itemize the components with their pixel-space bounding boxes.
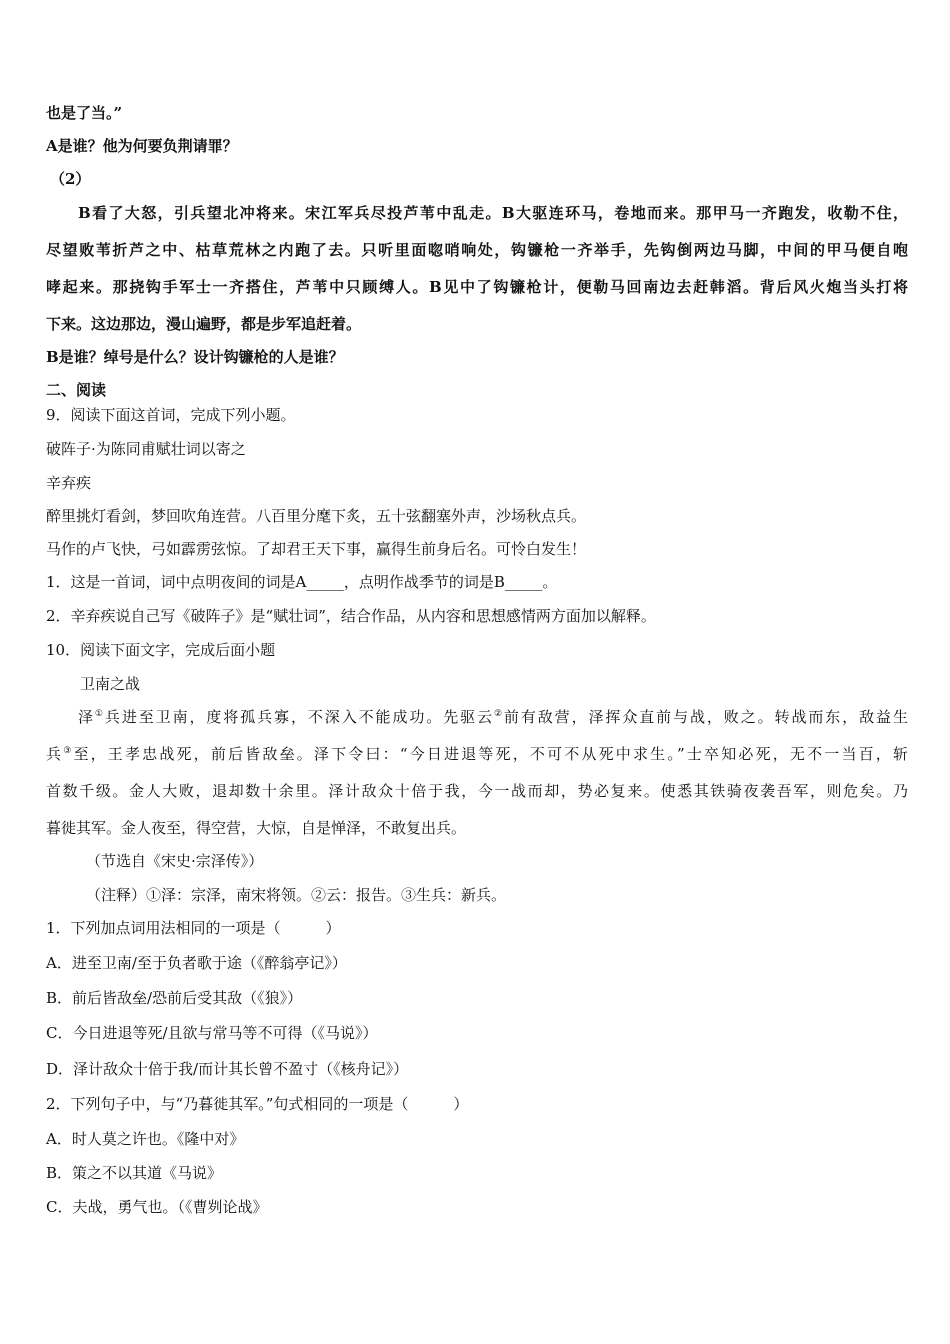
passage-title: 卫南之战 [80, 675, 141, 693]
q8-part2-label: （2） [50, 170, 91, 188]
q9-sub2: 2．辛弃疾说自己写《破阵子》是“赋壮词”，结合作品，从内容和思想感情两方面加以解释。 [46, 607, 656, 625]
q10-sub2-option: A．时人莫之许也。《隆中对》 [46, 1130, 245, 1148]
poem-line: 醉里挑灯看剑，梦回吹角连营。八百里分麾下炙，五十弦翻塞外声，沙场秋点兵。 [46, 507, 587, 525]
q10-passage-line: 首数千级。金人大败，退却数十余里。泽计敌众十倍于我，今一战而却，势必复来。使悉其铁骑夜袭吾军，则危矣。乃 [46, 782, 908, 800]
q10-sub2: 2．下列句子中，与“乃暮徙其军。”句式相同的一项是（ ） [46, 1095, 469, 1113]
q10-sub1-option: D．泽计敌众十倍于我/而计其长曾不盈寸（《核舟记》） [46, 1060, 409, 1078]
q8-question-b: B是谁？绰号是什么？设计钩镰枪的人是谁？ [46, 348, 344, 366]
q10-sub1-option: A．进至卫南/至于负者歌于途（《醉翁亭记》） [46, 954, 347, 972]
q10-passage-line: 兵③至，王孝忠战死，前后皆敌垒。泽下令曰：“今日进退等死，不可不从死中求生。”士卒知必死，无不一当百，斩 [46, 745, 908, 763]
q10-passage-line: 泽①兵进至卫南，度将孤兵寡，不深入不能成功。先驱云②前有敌营，泽挥众直前与战，败之。转战而东，敌益生 [78, 708, 908, 726]
q9-prompt: 9．阅读下面这首词，完成下列小题。 [46, 406, 296, 424]
q10-sub1: 1．下列加点词用法相同的一项是（ ） [46, 919, 341, 937]
q8-continuation: 也是了当。” [46, 104, 123, 122]
q10-prompt: 10．阅读下面文字，完成后面小题 [46, 641, 276, 659]
poem-line: 马作的卢飞快，弓如霹雳弦惊。了却君王天下事，赢得生前身后名。可怜白发生！ [46, 540, 587, 558]
poem-author: 辛弃疾 [46, 474, 92, 492]
passage-source: （节选自《宋史·宗泽传》） [86, 852, 264, 870]
q8-passage-line: 哮起来。那挠钩手军士一齐搭住，芦苇中只顾缚人。B见中了钩镰枪计，便勒马回南边去赶韩滔。背后风火炮当头打将 [46, 278, 908, 296]
q10-sub1-option: C．今日进退等死/且欲与常马等不可得（《马说》） [46, 1024, 378, 1042]
q10-sub2-option: B．策之不以其道《马说》 [46, 1164, 223, 1182]
section-heading: 二、阅读 [46, 381, 107, 399]
q10-passage-line: 暮徙其军。金人夜至，得空营，大惊，自是惮泽，不敢复出兵。 [46, 819, 467, 837]
q10-sub2-option: C．夫战，勇气也。（《曹刿论战》 [46, 1198, 268, 1216]
q8-passage-line: 尽望败苇折芦之中、枯草荒林之内跑了去。只听里面唿哨响处，钩镰枪一齐举手，先钩倒两边马脚，中间的甲马便自咆 [46, 241, 908, 259]
q9-sub1: 1．这是一首词，词中点明夜间的词是A_____，点明作战季节的词是B_____。 [46, 573, 558, 591]
passage-notes: （注释）①泽：宗泽，南宋将领。②云：报告。③生兵：新兵。 [86, 886, 507, 904]
q8-question-a: A是谁？他为何要负荆请罪？ [46, 137, 238, 155]
poem-title: 破阵子·为陈同甫赋壮词以寄之 [46, 440, 246, 458]
q10-sub1-option: B．前后皆敌垒/恐前后受其敌（《狼》） [46, 989, 303, 1007]
q8-passage-line: 下来。这边那边，漫山遍野，都是步军追赶着。 [46, 315, 362, 333]
q8-passage-line: B看了大怒，引兵望北冲将来。宋江军兵尽投芦苇中乱走。B大驱连环马，卷地而来。那甲马一齐跑发，收勒不住， [78, 204, 908, 222]
